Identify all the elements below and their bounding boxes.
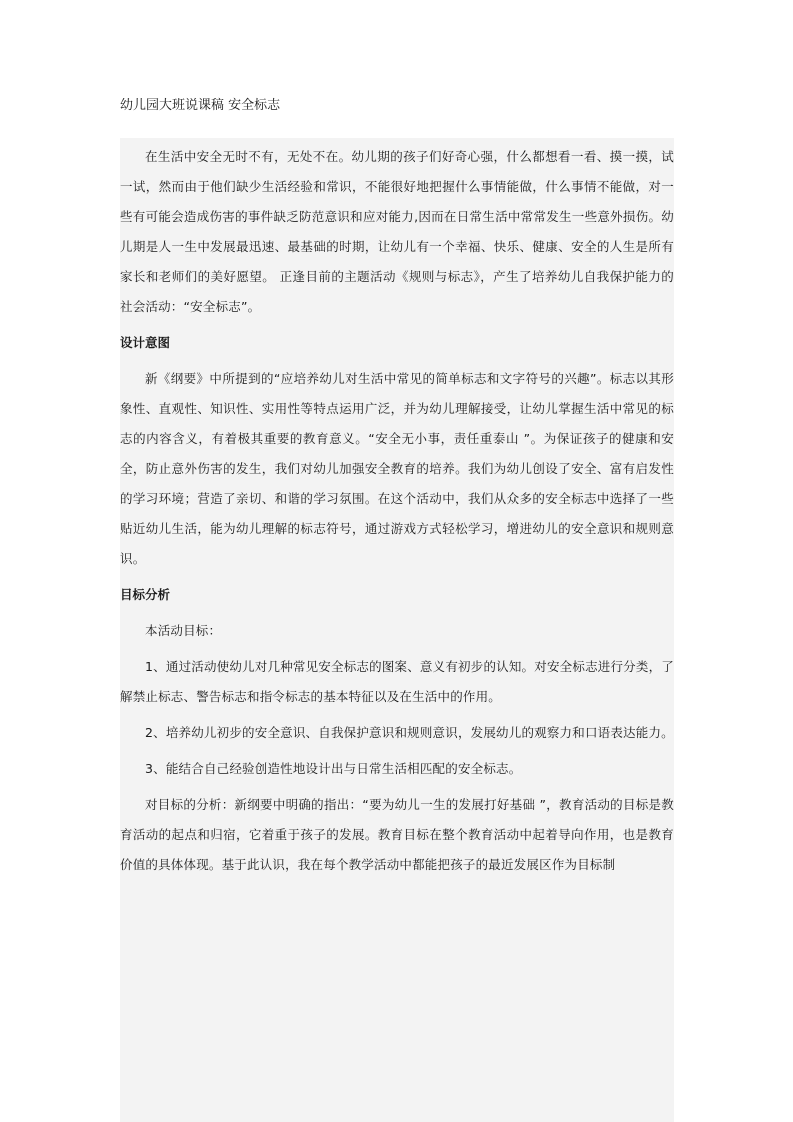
- goal-item-2: 2、培养幼儿初步的安全意识、自我保护意识和规则意识，发展幼儿的观察力和口语表达能力。: [145, 725, 674, 740]
- goals-lead: 本活动目标：: [145, 623, 222, 638]
- design-intent-heading: 设计意图: [120, 335, 171, 350]
- document-body: [120, 138, 674, 1122]
- document-title: 幼儿园大班说课稿 安全标志: [120, 98, 281, 113]
- design-intent-paragraph: 新《纲要》中所提到的“应培养幼儿对生活中常见的简单标志和文字符号的兴趣”。标志以其形象性、直观性、知识性、实用性等特点运用广泛，并为幼儿理解接受，让幼儿掌握生活中常见的标志的内容含义，有着极其重要的教育意义。“安全无小事，责任重泰山 ”。为保证孩子的健康和安全，防止意外伤害的发生，我们对幼儿加强安全教育的培养。我们为幼儿创设了安全、富有启发性的学习环境；营造了亲切、和谐的学习氛围。在这个活动中，我们从众多的安全标志中选择了一些贴近幼儿生活，能为幼儿理解的标志符号，通过游戏方式轻松学习，增进幼儿的安全意识和规则意识。: [120, 371, 674, 566]
- goal-analysis-heading: 目标分析: [120, 587, 171, 602]
- goal-analysis-paragraph: 对目标的分析：新纲要中明确的指出：“要为幼儿一生的发展打好基础 ”，教育活动的目标是教育活动的起点和归宿，它着重于孩子的发展。教育目标在整个教育活动中起着导向作用，也是教育价值的具体体现。基于此认识，我在每个教学活动中都能把孩子的最近发展区作为目标制: [120, 797, 674, 872]
- goal-item-3: 3、能结合自己经验创造性地设计出与日常生活相匹配的安全标志。: [145, 761, 522, 776]
- intro-paragraph: 在生活中安全无时不有，无处不在。幼儿期的孩子们好奇心强，什么都想看一看、摸一摸，试一试，然而由于他们缺少生活经验和常识，不能很好地把握什么事情能做，什么事情不能做，对一些有可能会造成伤害的事件缺乏防范意识和应对能力,因而在日常生活中常常发生一些意外损伤。幼儿期是人一生中发展最迅速、最基础的时期，让幼儿有一个幸福、快乐、健康、安全的人生是所有家长和老师们的美好愿望。 正逢目前的主题活动《规则与标志》，产生了培养幼儿自我保护能力的社会活动：“安全标志”。: [120, 149, 674, 314]
- goal-item-1: 1、通过活动使幼儿对几种常见安全标志的图案、意义有初步的认知。对安全标志进行分类，了解禁止标志、警告标志和指令标志的基本特征以及在生活中的作用。: [120, 659, 674, 704]
